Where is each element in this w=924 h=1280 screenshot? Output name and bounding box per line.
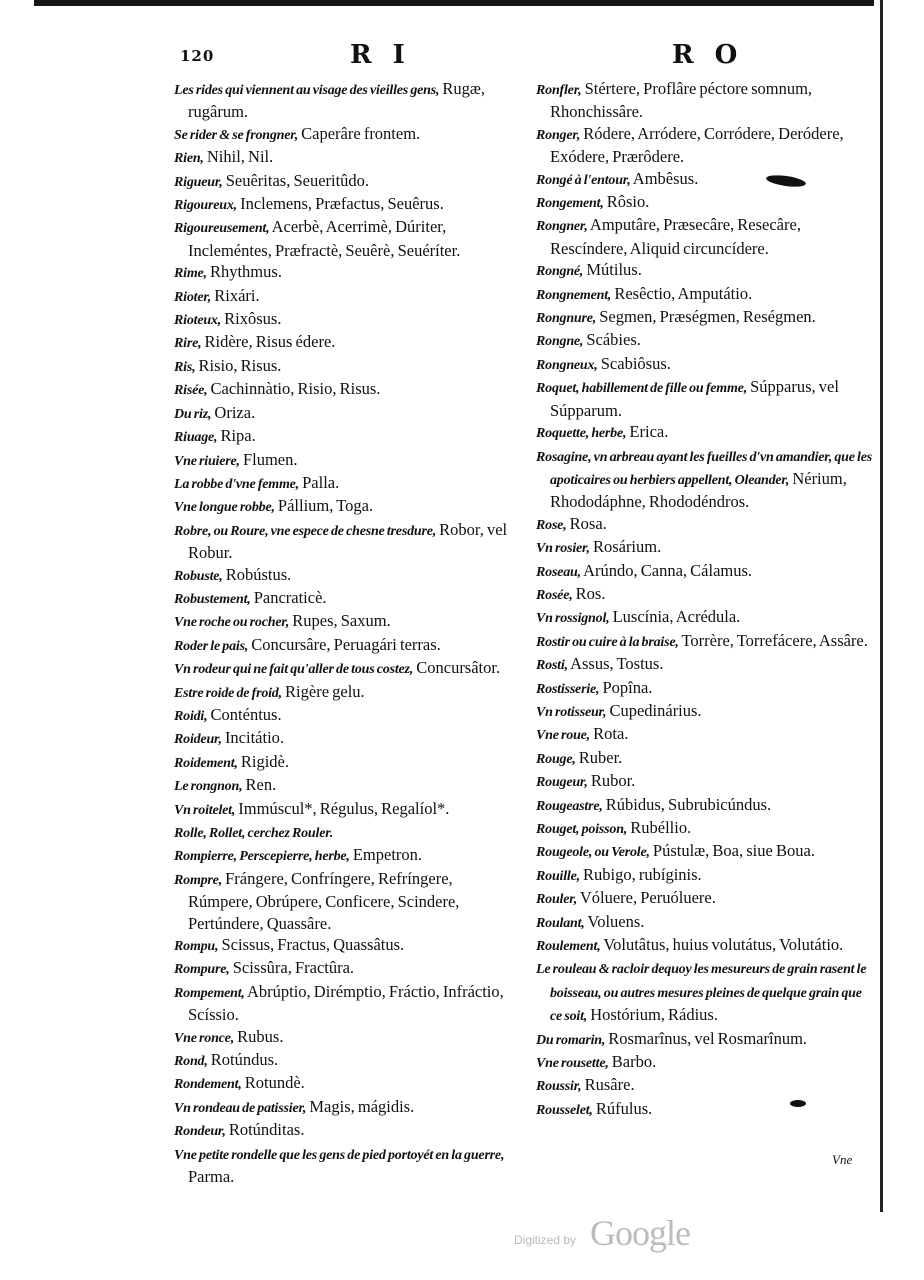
dictionary-entry <box>160 123 520 146</box>
latin-equivalent: Rotúnditas. <box>225 1120 305 1140</box>
french-headword: Rien, <box>174 151 204 167</box>
dictionary-entry <box>536 794 874 817</box>
french-headword: Rougeole, ou Verole, <box>536 845 650 861</box>
latin-equivalent: Ambêsus. <box>630 168 699 188</box>
latin-equivalent: Scissus, Fractus, Quassâtus. <box>218 935 405 955</box>
french-headword: Vne rousette, <box>536 1056 609 1072</box>
latin-equivalent: Luscínia, Acrédula. <box>609 607 741 627</box>
french-headword: Rose, <box>536 517 567 533</box>
french-headword: Rongner, <box>536 219 588 235</box>
french-headword: Le rongnon, <box>174 779 243 795</box>
latin-equivalent: Robor, vel Robur. <box>188 519 508 563</box>
dictionary-entry <box>160 1096 520 1119</box>
latin-equivalent: Rhythmus. <box>206 262 282 282</box>
latin-equivalent: Conténtus. <box>207 704 282 724</box>
latin-equivalent: Mútilus. <box>583 260 642 280</box>
right-scan-border <box>880 0 883 1212</box>
dictionary-entry <box>536 911 874 934</box>
dictionary-entry <box>160 957 520 980</box>
latin-equivalent: Empetron. <box>349 845 423 865</box>
catchword: Vne <box>832 1152 853 1167</box>
dictionary-entry <box>536 630 874 653</box>
french-headword: Rongneux, <box>536 357 598 373</box>
french-headword: Du romarin, <box>536 1032 606 1048</box>
latin-equivalent: Torrère, Torrefácere, Assâre. <box>678 630 868 650</box>
french-headword: Vne roche ou rocher, <box>174 615 290 631</box>
french-headword: Robustement, <box>174 591 251 607</box>
french-headword: Risée, <box>174 383 208 399</box>
latin-equivalent: Rubigo, rubíginis. <box>579 864 702 884</box>
dictionary-entry <box>160 681 520 704</box>
french-headword: Les rides qui viennent au visage des vieilles gens, <box>174 83 440 98</box>
latin-equivalent: Resêctio, Amputátio. <box>611 283 753 303</box>
french-headword: Rouler, <box>536 892 578 908</box>
dictionary-entry <box>536 677 874 700</box>
dictionary-entry <box>536 1051 874 1074</box>
french-headword: Le rouleau & racloir dequoy les mesureurs de grain rasent le boisseau, ou autres mesures pleines de quelque grain que ce soit, <box>536 962 867 1025</box>
french-headword: Rouge, <box>536 751 576 767</box>
french-headword: Vn rotisseur, <box>536 704 607 720</box>
latin-equivalent: Inclemens, Præfactus, Seuêrus. <box>236 194 444 214</box>
latin-equivalent: Rixôsus. <box>221 309 282 329</box>
page-number: 120 <box>180 47 215 65</box>
dictionary-entry <box>160 610 520 633</box>
latin-equivalent: Ren. <box>242 775 277 795</box>
latin-equivalent: Ripa. <box>217 426 256 446</box>
french-headword: Roulement, <box>536 939 601 955</box>
latin-equivalent: Immúscul*, Régulus, Regalíol*. <box>235 798 450 818</box>
dictionary-entry <box>160 844 520 867</box>
french-headword: Ronfler, <box>536 83 582 98</box>
latin-equivalent: Nérium, Rhododáphne, Rhododéndros. <box>550 468 847 512</box>
latin-equivalent: Rosmarînus, vel Rosmarînum. <box>605 1028 808 1048</box>
latin-equivalent: Rotúndus. <box>207 1050 279 1070</box>
dictionary-entry <box>536 840 874 863</box>
latin-equivalent: Rupes, Saxum. <box>289 611 391 631</box>
french-headword: Rioteux, <box>174 313 222 329</box>
dictionary-entry <box>536 191 874 214</box>
french-headword: Roder le pais, <box>174 638 249 654</box>
latin-equivalent: Concursâtor. <box>413 658 501 678</box>
french-headword: Se rider & se frongner, <box>174 127 299 143</box>
french-headword: Rosagine, vn arbreau ayant les fueilles d'vn amandier, que les apoticaires ou herbiers appellent, Oleander, <box>536 449 873 488</box>
dictionary-entry <box>160 657 520 680</box>
latin-equivalent: Concursâre, Peruagári terras. <box>248 634 441 654</box>
latin-equivalent: Erica. <box>626 422 669 442</box>
top-scan-border <box>34 0 874 6</box>
latin-equivalent: Rúfulus. <box>592 1098 653 1118</box>
latin-equivalent: Oriza. <box>211 402 256 422</box>
french-headword: Rouget, poisson, <box>536 822 628 837</box>
french-headword: Vne roue, <box>536 728 590 744</box>
dictionary-entry <box>160 331 520 354</box>
dictionary-entry <box>536 817 874 840</box>
dictionary-entry <box>160 981 520 1026</box>
french-headword: Rondeur, <box>174 1124 226 1140</box>
dictionary-entry <box>536 214 874 259</box>
dictionary-entry <box>536 770 874 793</box>
french-headword: Vn rodeur qui ne fait qu'aller de tous costez, <box>174 662 414 678</box>
dictionary-entry <box>160 146 520 169</box>
dictionary-entry <box>536 513 874 536</box>
french-headword: Roquet, habillement de fille ou femme, <box>536 381 747 397</box>
latin-equivalent: Nihil, Nil. <box>203 147 274 167</box>
latin-equivalent: Súpparus, vel Súpparum. <box>550 377 839 420</box>
french-headword: Riuage, <box>174 430 218 446</box>
french-headword: Roulant, <box>536 915 585 931</box>
dictionary-entry <box>160 425 520 448</box>
french-headword: Rongé à l'entour, <box>536 172 631 188</box>
french-headword: Rosti, <box>536 658 568 674</box>
latin-equivalent: Rôsio. <box>603 192 650 212</box>
dictionary-entry <box>536 421 874 444</box>
french-headword: Rompre, <box>174 872 222 888</box>
latin-equivalent: Rusâre. <box>581 1075 635 1095</box>
french-headword: Rioter, <box>174 289 212 305</box>
french-headword: Rongnement, <box>536 287 612 303</box>
dictionary-entry <box>160 449 520 472</box>
latin-equivalent: Rigidè. <box>237 751 289 771</box>
latin-equivalent: Rubéllio. <box>627 818 692 837</box>
latin-equivalent: Hostórium, Rádius. <box>587 1005 718 1025</box>
left-running-head: R I <box>350 40 411 70</box>
french-headword: Ris, <box>174 359 196 375</box>
latin-equivalent: Caperâre frontem. <box>298 123 421 143</box>
french-headword: Rosée, <box>536 587 573 603</box>
latin-equivalent: Pancraticè. <box>250 587 327 607</box>
dictionary-entry <box>160 519 520 564</box>
latin-equivalent: Ridère, Risus édere. <box>201 332 336 352</box>
french-headword: Rostir ou cuire à la braise, <box>536 634 679 650</box>
dictionary-entry <box>160 1026 520 1049</box>
dictionary-entry <box>160 798 520 821</box>
french-headword: Vn rosier, <box>536 541 590 557</box>
french-headword: Rompierre, Perscepierre, herbe, <box>174 849 350 865</box>
french-headword: Robuste, <box>174 568 223 584</box>
dictionary-entry <box>536 376 874 421</box>
french-headword: Rouille, <box>536 868 580 884</box>
latin-equivalent: Flumen. <box>239 449 298 469</box>
french-headword: Du riz, <box>174 406 212 422</box>
latin-equivalent: Cachinnàtio, Risio, Risus. <box>207 379 381 399</box>
dictionary-entry <box>536 957 874 1027</box>
french-headword: Rostisserie, <box>536 681 600 697</box>
french-headword: Rongne, <box>536 334 584 350</box>
dictionary-entry <box>536 700 874 723</box>
dictionary-entry <box>160 193 520 216</box>
french-headword: Rongement, <box>536 196 604 212</box>
left-column <box>160 78 520 1188</box>
dictionary-entry <box>160 78 520 123</box>
french-headword: Rousselet, <box>536 1102 593 1118</box>
latin-equivalent: Acerbè, Acerrimè, Dúriter, Incleméntes, Præfractè, Seuêrè, Seuéríter. <box>188 217 461 260</box>
latin-equivalent: Rosárium. <box>589 537 662 557</box>
french-headword: Roidement, <box>174 755 238 771</box>
french-headword: Rire, <box>174 336 202 352</box>
latin-equivalent: Frángere, Confríngere, Refríngere, Rúmpere, Obrúpere, Conficere, Scindere, Pertúndere, Quassâre. <box>188 868 460 933</box>
latin-equivalent: Risio, Risus. <box>195 355 282 375</box>
french-headword: Vne longue robbe, <box>174 500 275 516</box>
dictionary-entry <box>536 329 874 352</box>
dictionary-entry <box>160 727 520 750</box>
dictionary-entry <box>160 1119 520 1142</box>
latin-equivalent: Assus, Tostus. <box>567 654 664 674</box>
french-headword: Roussir, <box>536 1079 582 1095</box>
latin-equivalent: Rotundè. <box>241 1073 305 1093</box>
french-headword: Roseau, <box>536 564 581 580</box>
french-headword: Rompement, <box>174 985 245 1001</box>
dictionary-entry <box>536 653 874 676</box>
dictionary-entry <box>160 495 520 518</box>
dictionary-entry <box>536 123 874 168</box>
dictionary-entry <box>160 1049 520 1072</box>
dictionary-entry <box>536 864 874 887</box>
dictionary-entry <box>536 445 874 513</box>
right-column <box>536 78 874 1121</box>
dictionary-entry <box>536 306 874 329</box>
french-headword: Rime, <box>174 266 207 282</box>
dictionary-entry <box>160 564 520 587</box>
dictionary-entry <box>160 402 520 425</box>
dictionary-entry <box>160 170 520 193</box>
french-headword: Rigueur, <box>174 174 223 190</box>
latin-equivalent: Barbo. <box>608 1052 657 1072</box>
french-headword: Rongné, <box>536 264 584 280</box>
dictionary-entry <box>160 704 520 727</box>
latin-equivalent: Rota. <box>590 724 629 744</box>
latin-equivalent: Vóluere, Peruóluere. <box>577 888 716 908</box>
latin-equivalent: Palla. <box>299 472 340 492</box>
dictionary-entry <box>160 751 520 774</box>
french-headword: Rougeur, <box>536 775 588 791</box>
french-headword: Vn rondeau de patissier, <box>174 1100 307 1116</box>
latin-equivalent: Rúbidus, Subrubicúndus. <box>602 794 772 814</box>
digitized-by-label: Digitized by <box>514 1233 577 1247</box>
french-headword: Vne ronce, <box>174 1030 235 1046</box>
latin-equivalent: Ros. <box>572 583 606 603</box>
dictionary-entry <box>536 1028 874 1051</box>
latin-equivalent: Rosa. <box>566 513 607 533</box>
dictionary-entry <box>536 168 874 191</box>
latin-equivalent: Incitátio. <box>221 728 285 748</box>
latin-equivalent: Arúndo, Canna, Cálamus. <box>580 560 753 580</box>
latin-equivalent: Scábies. <box>583 330 641 350</box>
latin-equivalent: Ruber. <box>575 747 623 767</box>
latin-equivalent: Rubus. <box>234 1026 284 1046</box>
latin-equivalent: Parma. <box>188 1167 235 1187</box>
dictionary-entry <box>160 216 520 261</box>
latin-equivalent: Rugæ, rugârum. <box>188 79 486 122</box>
latin-equivalent: Rubor. <box>587 771 636 791</box>
french-headword: Vne riuiere, <box>174 453 240 469</box>
dictionary-entry <box>160 821 520 844</box>
french-headword: Vn rossignol, <box>536 611 610 627</box>
french-headword: Roideur, <box>174 732 222 748</box>
dictionary-entry <box>536 259 874 282</box>
french-headword: Rompu, <box>174 939 219 955</box>
french-headword: Rondement, <box>174 1077 242 1093</box>
french-headword: Vne petite rondelle que les gens de pied portoyét en la guerre, <box>174 1147 505 1163</box>
french-headword: Vn roitelet, <box>174 802 236 818</box>
latin-equivalent: Seuêritas, Seueritûdo. <box>222 170 370 190</box>
latin-equivalent: Rixári. <box>211 285 260 305</box>
dictionary-entry <box>160 261 520 284</box>
latin-equivalent: Cupedinárius. <box>606 700 702 720</box>
dictionary-entry <box>536 1074 874 1097</box>
french-headword: Ronger, <box>536 127 581 143</box>
latin-equivalent: Magis, mágidis. <box>306 1096 415 1116</box>
french-headword: Roidi, <box>174 708 208 724</box>
dictionary-entry <box>536 606 874 629</box>
french-headword: Rolle, Rollet, cerchez Rouler. <box>174 826 333 841</box>
dictionary-entry <box>536 283 874 306</box>
dictionary-entry <box>160 378 520 401</box>
latin-equivalent: Scabiôsus. <box>597 353 671 373</box>
french-headword: La robbe d'vne femme, <box>174 476 299 492</box>
french-headword: Rond, <box>174 1054 208 1070</box>
dictionary-entry <box>160 355 520 378</box>
latin-equivalent: Scissûra, Fractûra. <box>229 958 355 978</box>
dictionary-entry <box>536 723 874 746</box>
google-watermark-logo: Google <box>590 1213 690 1253</box>
latin-equivalent: Popîna. <box>599 677 653 697</box>
dictionary-entry <box>160 934 520 957</box>
dictionary-entry <box>160 308 520 331</box>
dictionary-entry <box>160 868 520 934</box>
dictionary-entry <box>160 587 520 610</box>
dictionary-entry <box>536 536 874 559</box>
latin-equivalent: Pústulæ, Boa, siue Boua. <box>649 841 815 861</box>
dictionary-entry <box>536 887 874 910</box>
dictionary-entry <box>160 1143 520 1188</box>
french-headword: Rougeastre, <box>536 798 603 814</box>
right-running-head: R O <box>672 40 744 70</box>
dictionary-entry <box>160 472 520 495</box>
french-headword: Robre, ou Roure, vne espece de chesne tresdure, <box>174 523 437 539</box>
dictionary-entry <box>536 560 874 583</box>
dictionary-entry <box>536 747 874 770</box>
dictionary-entry <box>160 774 520 797</box>
dictionary-entry <box>536 78 874 123</box>
ink-stain <box>790 1100 806 1107</box>
dictionary-entry <box>536 583 874 606</box>
dictionary-entry <box>160 285 520 308</box>
latin-equivalent: Amputâre, Præsecâre, Resecâre, Rescíndere, Aliquid circuncídere. <box>550 215 801 258</box>
french-headword: Estre roide de froid, <box>174 685 282 701</box>
latin-equivalent: Voluens. <box>584 911 645 931</box>
latin-equivalent: Stértere, Proflâre péctore somnum, Rhonchissâre. <box>550 79 813 122</box>
latin-equivalent: Rigère gelu. <box>281 681 365 701</box>
french-headword: Rigoureusement, <box>174 221 270 237</box>
french-headword: Rongnure, <box>536 311 597 327</box>
latin-equivalent: Robústus. <box>222 564 292 584</box>
french-headword: Rigoureux, <box>174 198 237 214</box>
dictionary-entry <box>536 1098 874 1121</box>
latin-equivalent: Ródere, Arródere, Corródere, Deródere, Exódere, Prærôdere. <box>550 123 844 167</box>
french-headword: Roquette, herbe, <box>536 426 627 442</box>
dictionary-entry <box>160 1072 520 1095</box>
dictionary-entry <box>536 353 874 376</box>
latin-equivalent: Pállium, Toga. <box>274 496 374 516</box>
latin-equivalent: Volutâtus, huius volutátus, Volutátio. <box>600 935 844 955</box>
latin-equivalent: Abrúptio, Dirémptio, Fráctio, Infráctio, Scíssio. <box>188 981 504 1025</box>
dictionary-entry <box>160 634 520 657</box>
latin-equivalent: Segmen, Præségmen, Reségmen. <box>596 307 816 327</box>
dictionary-entry <box>536 934 874 957</box>
french-headword: Rompure, <box>174 962 230 978</box>
